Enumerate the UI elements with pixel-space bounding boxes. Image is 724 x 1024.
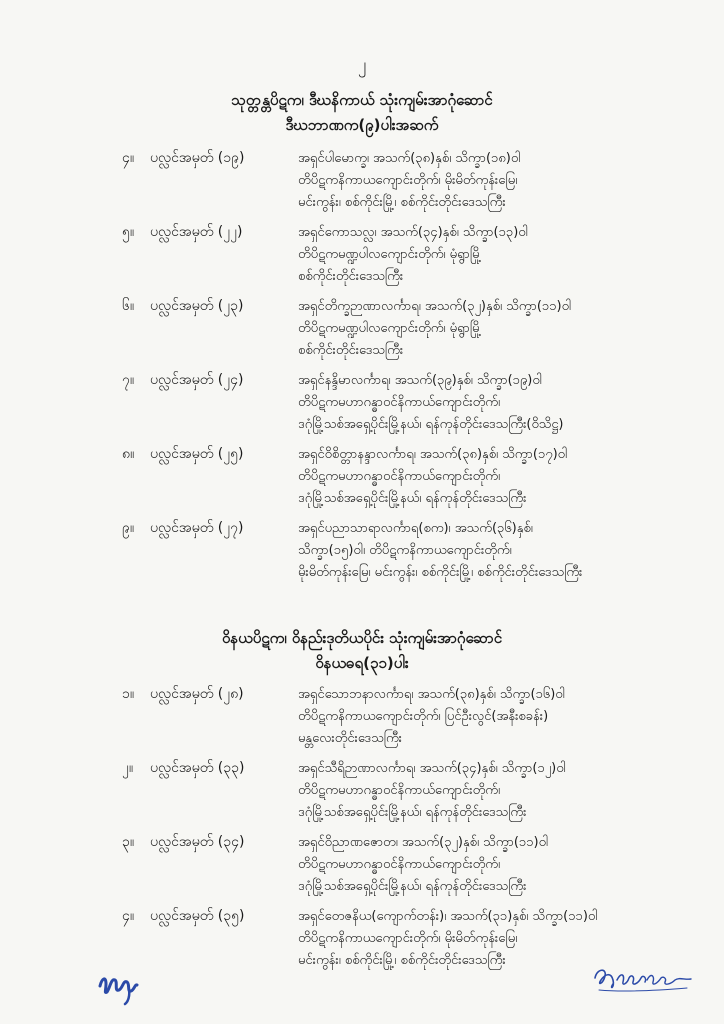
description-line: တိပိဋကမဟာဂန္ဓာဝင်နိကာယ်ကျောင်းတိုက်၊ — [298, 783, 501, 798]
description-line: တိပိဋကနိကာယကျောင်းတိုက်၊ မိုးမိတ်ကုန်းမြေ၊ — [298, 173, 518, 188]
description-line: တိပိဋကမဟာဂန္ဓာဝင်နိကာယ်ကျောင်းတိုက်၊ — [298, 395, 501, 410]
entry-description — [298, 684, 713, 750]
seat-number: ပလ္လင်အမှတ် (၂၃) — [150, 298, 244, 314]
description-line: ဒဂုံမြို့သစ်အရှေ့ပိုင်းမြို့နယ်၊ ရန်ကုန်တိုင်းဒေသကြီး(ဝိသိဋ္ဌ) — [298, 417, 564, 432]
entry-number: ၁။ — [122, 686, 135, 702]
entry-number: ၈။ — [122, 446, 135, 462]
seat-number: ပလ္လင်အမှတ် (၂၄) — [150, 372, 244, 388]
description-line: အရှင်တိက္ခဉာဏာလင်္ကာရ၊ အသက်(၃၂)နှစ်၊ သိက္ခာ(၁၁)ဝါ — [298, 299, 572, 314]
description-line: မန္တလေးတိုင်းဒေသကြီး — [298, 731, 402, 746]
section-heading — [0, 88, 724, 138]
section-heading-line2: ဝိနယဓရ(၃၁)ပါး — [315, 654, 409, 672]
seat-number: ပလ္လင်အမှတ် (၁၉) — [150, 150, 245, 166]
description-line: ဒဂုံမြို့သစ်အရှေ့ပိုင်းမြို့နယ်၊ ရန်ကုန်တိုင်းဒေသကြီး — [298, 805, 527, 820]
description-line: ဒဂုံမြို့သစ်အရှေ့ပိုင်းမြို့နယ်၊ ရန်ကုန်တိုင်းဒေသကြီး — [298, 491, 527, 506]
description-line: အရှင်နန္ဒိမာလင်္ကာရ၊ အသက်(၃၉)နှစ်၊ သိက္ခာ(၁၉)ဝါ — [298, 373, 542, 388]
description-line: အရှင်သီရိဉာဏာလင်္ကာရ၊ အသက်(၃၄)နှစ်၊ သိက္ခာ(၁၂)ဝါ — [298, 761, 566, 776]
page-number: ၂ — [357, 55, 367, 75]
description-line: မင်းကွန်း၊ စစ်ကိုင်းမြို့၊ စစ်ကိုင်းတိုင်းဒေသကြီး — [298, 953, 506, 968]
description-line: တိပိဋကနိကာယကျောင်းတိုက်၊ မိုးမိတ်ကုန်းမြေ၊ — [298, 931, 518, 946]
description-line: အရှင်တေဇနိယ(ကျောက်တန်း)၊ အသက်(၃၁)နှစ်၊ သိက္ခာ(၁၁)ဝါ — [298, 909, 598, 924]
seat-number: ပလ္လင်အမှတ် (၂၂) — [150, 224, 243, 240]
entry-description — [298, 444, 713, 510]
description-line: သိက္ခာ(၁၅)ဝါ၊ တိပိဋကနိကာယကျောင်းတိုက်၊ — [298, 543, 512, 558]
handwritten-initials — [94, 964, 142, 1008]
entry-description — [298, 296, 713, 362]
description-line: အရှင်သောဘနာလင်္ကာရ၊ အသက်(၃၈)နှစ်၊ သိက္ခာ(၁၆)ဝါ — [298, 687, 565, 702]
section-heading-line1: ဝိနယပိဋက၊ ဝိနည်းဒုတိယပိုင်း သုံးကျမ်းအာဂုံဆောင် — [221, 629, 503, 647]
section-heading-line1: သုတ္တန္တပိဋက၊ ဒီဃနိကာယ် သုံးကျမ်းအာဂုံဆောင် — [231, 91, 493, 109]
entry-description — [298, 222, 713, 288]
seat-number: ပလ္လင်အမှတ် (၃၅) — [150, 908, 245, 924]
description-line: စစ်ကိုင်းတိုင်းဒေသကြီး — [298, 269, 404, 284]
description-line: တိပိဋကနိကာယကျောင်းတိုက်၊ ပြင်ဦးလွင်(အနီးစခန်း) — [298, 709, 549, 724]
entry-number: ၃။ — [122, 834, 135, 850]
description-line: အရှင်ဝိညာဏဇောတ၊ အသက်(၃၂)နှစ်၊ သိက္ခာ(၁၁)ဝါ — [298, 835, 549, 850]
description-line: အရှင်ဝိစိတ္တာနန္ဒာလင်္ကာရ၊ အသက်(၃၈)နှစ်၊ သိက္ခာ(၁၇)ဝါ — [298, 447, 568, 462]
description-line: တိပိဋကမဏ္ဍပါလကျောင်းတိုက်၊ မုံရွာမြို့ — [298, 247, 482, 262]
entry-number: ၅။ — [122, 224, 135, 240]
description-line: တိပိဋကမဏ္ဍပါလကျောင်းတိုက်၊ မုံရွာမြို့ — [298, 321, 482, 336]
section-heading — [0, 626, 724, 676]
entry-description — [298, 758, 713, 824]
entry-number: ၄။ — [122, 150, 135, 166]
entry-number: ၆။ — [122, 298, 135, 314]
description-line: မင်းကွန်း၊ စစ်ကိုင်းမြို့၊ စစ်ကိုင်းတိုင်းဒေသကြီး — [298, 195, 506, 210]
seat-number: ပလ္လင်အမှတ် (၃၄) — [150, 834, 245, 850]
entry-description — [298, 832, 713, 898]
description-line: အရှင်ကောသလ္လ၊ အသက်(၃၄)နှစ်၊ သိက္ခာ(၁၃)ဝါ — [298, 225, 528, 240]
handwritten-signature — [591, 960, 701, 998]
description-line: ဒဂုံမြို့သစ်အရှေ့ပိုင်းမြို့နယ်၊ ရန်ကုန်တိုင်းဒေသကြီး — [298, 879, 527, 894]
entry-number: ၉။ — [122, 520, 135, 536]
seat-number: ပလ္လင်အမှတ် (၃၃) — [150, 760, 245, 776]
entry-number: ၂။ — [122, 760, 134, 776]
description-line: စစ်ကိုင်းတိုင်းဒေသကြီး — [298, 343, 404, 358]
description-line: တိပိဋကမဟာဂန္ဓာဝင်နိကာယ်ကျောင်းတိုက်၊ — [298, 469, 501, 484]
description-line: တိပိဋကမဟာဂန္ဓာဝင်နိကာယ်ကျောင်းတိုက်၊ — [298, 857, 501, 872]
description-line: အရှင်ပညာသာရာလင်္ကာရ(စက)၊ အသက်(၃၆)နှစ်၊ — [298, 521, 533, 536]
description-line: အရှင်ပါမောက္ခ၊ အသက်(၃၈)နှစ်၊ သိက္ခာ(၁၈)ဝါ — [298, 151, 521, 166]
entry-number: ၄။ — [122, 908, 135, 924]
entry-description — [298, 370, 713, 436]
entry-number: ၇။ — [122, 372, 135, 388]
seat-number: ပလ္လင်အမှတ် (၂၇) — [150, 520, 244, 536]
entry-description — [298, 518, 713, 584]
seat-number: ပလ္လင်အမှတ် (၂၅) — [150, 446, 244, 462]
description-line: မိုးမိတ်ကုန်းမြေ၊ မင်းကွန်း၊ စစ်ကိုင်းမြို့၊ စစ်ကိုင်းတိုင်းဒေသကြီး — [298, 565, 583, 580]
seat-number: ပလ္လင်အမှတ် (၂၈) — [150, 686, 244, 702]
entry-description — [298, 148, 713, 214]
section-heading-line2: ဒီဃဘာဏက(၉)ပါးအဆက် — [285, 116, 439, 134]
